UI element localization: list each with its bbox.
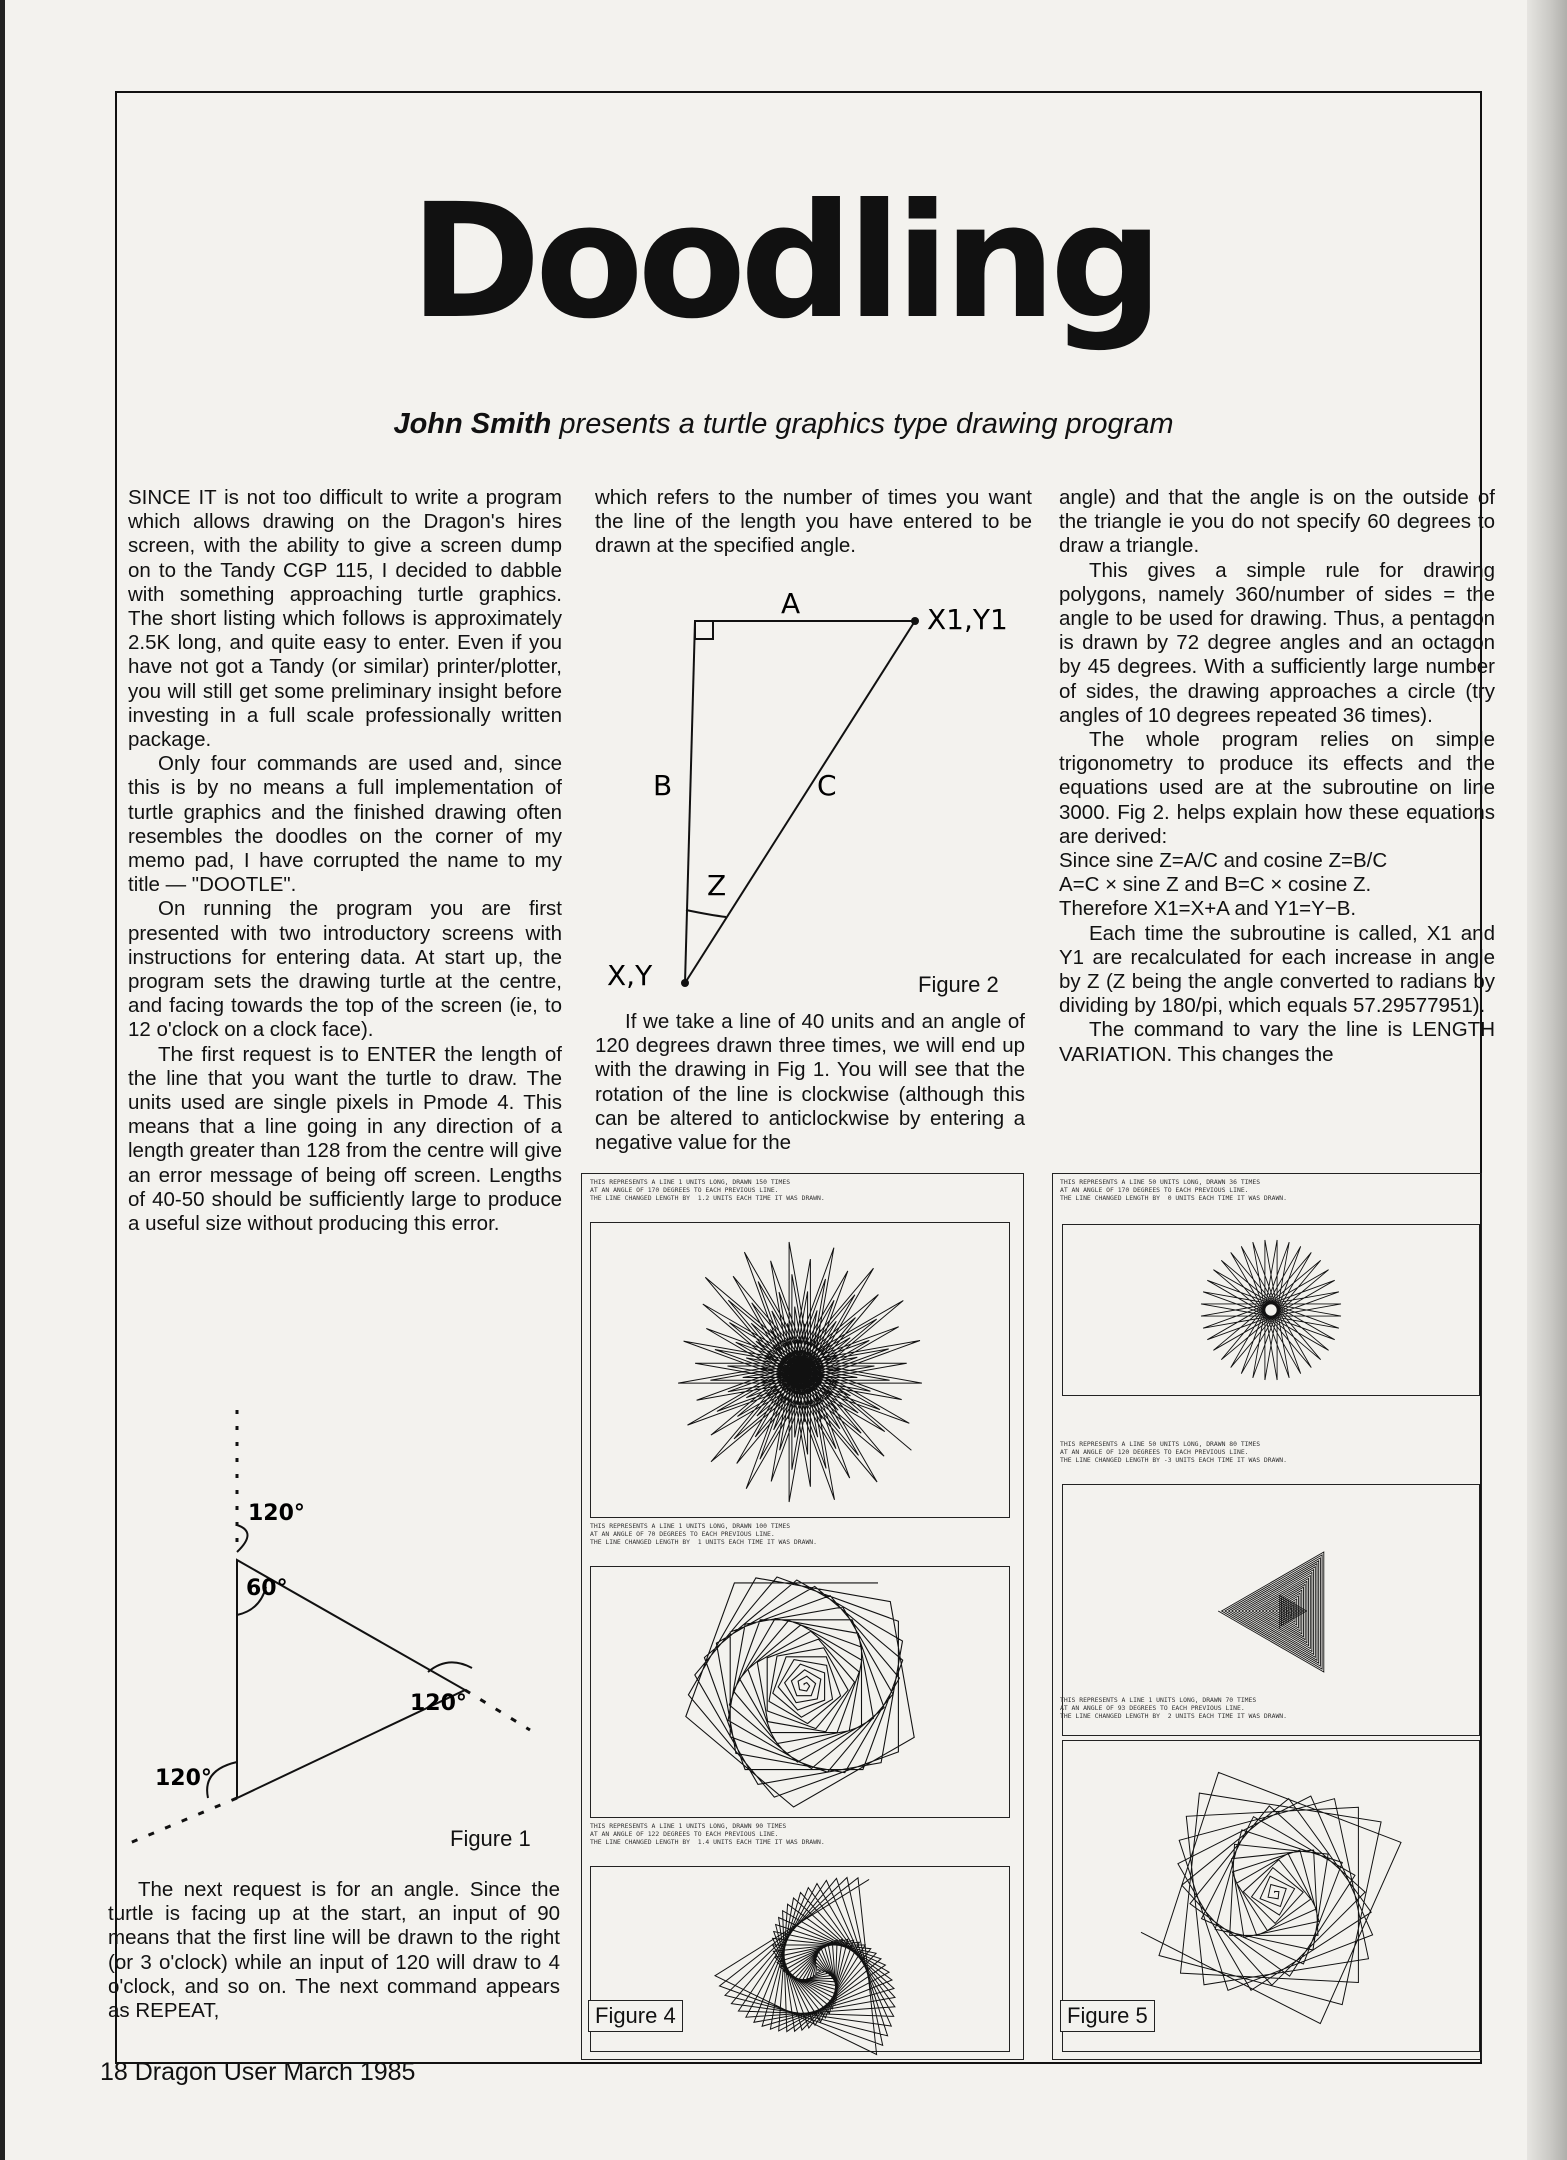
paragraph: which refers to the number of times you want the line of the length you have entered to be drawn at the specified angle. bbox=[595, 486, 1032, 558]
column-1 bbox=[128, 486, 562, 1236]
fig1-arc-top bbox=[237, 1525, 248, 1552]
figure-1-caption: Figure 1 bbox=[450, 1826, 531, 1851]
fig5-panel-3-caption: THIS REPRESENTS A LINE 1 UNITS LONG, DRAWN 70 TIMES AT AN ANGLE OF 93 DEGREES TO EACH PREVIOUS LINE. THE LINE CHANGED LENGTH BY 2 UNITS EACH TIME IT WAS DRAWN. bbox=[1060, 1696, 1288, 1721]
fig2-side-c bbox=[685, 621, 915, 983]
fig5-hexagram-path bbox=[1218, 1552, 1324, 1672]
equation-line: A=C × sine Z and B=C × cosine Z. bbox=[1059, 873, 1372, 897]
fig2-label-a: A bbox=[781, 587, 801, 620]
paragraph: On running the program you are first presented with two introductory screens with instructions for entering data. At start up, the program sets the drawing turtle at the centre, and facing towards the top of the screen (ie, to 12 o'clock on a clock face). bbox=[128, 897, 562, 1042]
fig1-left-extension bbox=[125, 1798, 237, 1845]
fig2-end-point bbox=[911, 617, 919, 625]
fig4-spiral-polygons-drawing bbox=[590, 1566, 1010, 1818]
column-2 bbox=[595, 486, 1032, 559]
article-byline bbox=[0, 408, 1567, 441]
column-1-bottom bbox=[108, 1878, 560, 2023]
figure-2-caption: Figure 2 bbox=[918, 972, 999, 997]
fig2-label-z: Z bbox=[707, 869, 727, 902]
fig4-triangle-swirl-path bbox=[715, 1878, 895, 2055]
fig4-panel-2-caption: THIS REPRESENTS A LINE 1 UNITS LONG, DRAWN 100 TIMES AT AN ANGLE OF 70 DEGREES TO EACH PREVIOUS LINE. THE LINE CHANGED LENGTH BY 1 UNITS EACH TIME IT WAS DRAWN. bbox=[590, 1522, 818, 1547]
fig2-arc-z bbox=[686, 910, 726, 917]
fig5-star-drawing bbox=[1062, 1224, 1480, 1396]
fig4-panel-1-caption: THIS REPRESENTS A LINE 1 UNITS LONG, DRAWN 150 TIMES AT AN ANGLE OF 170 DEGREES TO EACH PREVIOUS LINE. THE LINE CHANGED LENGTH BY 1.2 UNITS EACH TIME IT WAS DRAWN. bbox=[590, 1178, 825, 1203]
fig2-label-start: X,Y bbox=[607, 959, 653, 992]
fig1-right-extension bbox=[465, 1690, 530, 1730]
byline-text: presents a turtle graphics type drawing program bbox=[559, 408, 1174, 440]
column-2-mid bbox=[595, 1010, 1025, 1155]
fig1-arc-right bbox=[428, 1662, 472, 1672]
paragraph: This gives a simple rule for drawing polygons, namely 360/number of sides = the angle to be used for drawing. Thus, a pentagon is drawn by 72 degree angles and an octagon by 45 degrees. With a sufficiently large number of sides, the drawing approaches a circle (try angles of 10 degrees repeated 36 times). bbox=[1059, 558, 1495, 727]
figure-4-caption: Figure 4 bbox=[588, 2000, 683, 2032]
page-footer: 18 Dragon User March 1985 bbox=[100, 2058, 416, 2086]
fig1-angle-inner: 60° bbox=[246, 1576, 288, 1601]
fig4-spiral-path bbox=[686, 1577, 914, 1807]
fig5-star-path bbox=[1201, 1240, 1341, 1380]
fig4-panel-3-caption: THIS REPRESENTS A LINE 1 UNITS LONG, DRAWN 90 TIMES AT AN ANGLE OF 122 DEGREES TO EACH PREVIOUS LINE. THE LINE CHANGED LENGTH BY 1.4 UNITS EACH TIME IT WAS DRAWN. bbox=[590, 1822, 825, 1847]
paragraph: angle) and that the angle is on the outside of the triangle ie you do not specify 60 degrees to draw a triangle. bbox=[1059, 486, 1495, 558]
paragraph: SINCE IT is not too difficult to write a program which allows drawing on the Dragon's hires screen, with the ability to give a screen dump on to the Tandy CGP 115, I decided to dabble with something approaching turtle graphics. The short listing which follows is approximately 2.5K long, and quite easy to enter. Even if you have not got a Tandy (or similar) printer/plotter, you will still get some preliminary insight before investing in a full scale professionally written package. bbox=[128, 486, 562, 752]
column-3 bbox=[1059, 486, 1495, 1067]
fig4-starburst-path bbox=[678, 1242, 922, 1502]
byline-author: John Smith bbox=[393, 408, 552, 440]
paragraph: The whole program relies on simple trigonometry to produce its effects and the equations used are at the subroutine on line 3000. Fig 2. helps explain how these equations are derived: bbox=[1059, 728, 1495, 848]
fig2-side-b bbox=[685, 621, 695, 983]
paragraph: The first request is to ENTER the length of the line that you want the turtle to draw. The units used are single pixels in Pmode 4. This means that a line going in any direction of a length greater than 128 from the centre will give an error message of being off screen. Lengths of 40-50 should be sufficiently large to produce a useful size without producing this error. bbox=[128, 1042, 562, 1236]
equation-line: Since sine Z=A/C and cosine Z=B/C bbox=[1059, 849, 1388, 873]
paragraph: Each time the subroutine is called, X1 and Y1 are recalculated for each increase in angle by Z (Z being the angle converted to radians by dividing by 180/pi, which equals 57.29577951). bbox=[1059, 921, 1495, 1018]
figure-5-caption: Figure 5 bbox=[1060, 2000, 1155, 2032]
fig4-starburst-drawing bbox=[590, 1222, 1010, 1518]
paragraph: The next request is for an angle. Since the turtle is facing up at the start, an input of 90 means that the first line will be drawn to the right (or 3 o'clock) while an input of 120 will draw to 4 o'clock, and so on. The next command appears as REPEAT, bbox=[108, 1878, 560, 2023]
fig1-angle-left: 120° bbox=[155, 1766, 212, 1791]
fig1-angle-right: 120° bbox=[410, 1691, 467, 1716]
fig5-panel-2-caption: THIS REPRESENTS A LINE 50 UNITS LONG, DRAWN 80 TIMES AT AN ANGLE OF 120 DEGREES TO EACH PREVIOUS LINE. THE LINE CHANGED LENGTH BY -3 UNITS EACH TIME IT WAS DRAWN. bbox=[1060, 1440, 1288, 1465]
figure-2-diagram bbox=[595, 585, 1035, 992]
fig2-label-b: B bbox=[653, 769, 673, 802]
figure-1-diagram bbox=[110, 1400, 530, 1870]
paragraph: Only four commands are used and, since this is by no means a full implementation of turtle graphics and the finished drawing often resembles the doodles on the corner of my memo pad, I have corrupted the name to my title — "DOOTLE". bbox=[128, 752, 562, 897]
fig1-angle-top: 120° bbox=[248, 1501, 305, 1526]
paragraph: If we take a line of 40 units and an angle of 120 degrees drawn three times, we will end up with the drawing in Fig 1. You will see that the rotation of the line is clockwise (although this can be altered to anticlockwise by entering a negative value for the bbox=[595, 1010, 1025, 1155]
article-title: Doodling bbox=[409, 170, 1158, 354]
fig2-start-point bbox=[681, 979, 689, 987]
fig2-label-c: C bbox=[817, 769, 837, 802]
fig2-label-end: X1,Y1 bbox=[927, 603, 1008, 636]
fig5-panel-1-caption: THIS REPRESENTS A LINE 50 UNITS LONG, DRAWN 36 TIMES AT AN ANGLE OF 170 DEGREES TO EACH PREVIOUS LINE. THE LINE CHANGED LENGTH BY 0 UNITS EACH TIME IT WAS DRAWN. bbox=[1060, 1178, 1288, 1203]
equation-line: Therefore X1=X+A and Y1=Y−B. bbox=[1059, 897, 1357, 921]
fig5-squares-path bbox=[1141, 1772, 1401, 2023]
fig2-right-angle bbox=[695, 621, 713, 639]
paragraph: The command to vary the line is LENGTH VARIATION. This changes the bbox=[1059, 1018, 1495, 1066]
